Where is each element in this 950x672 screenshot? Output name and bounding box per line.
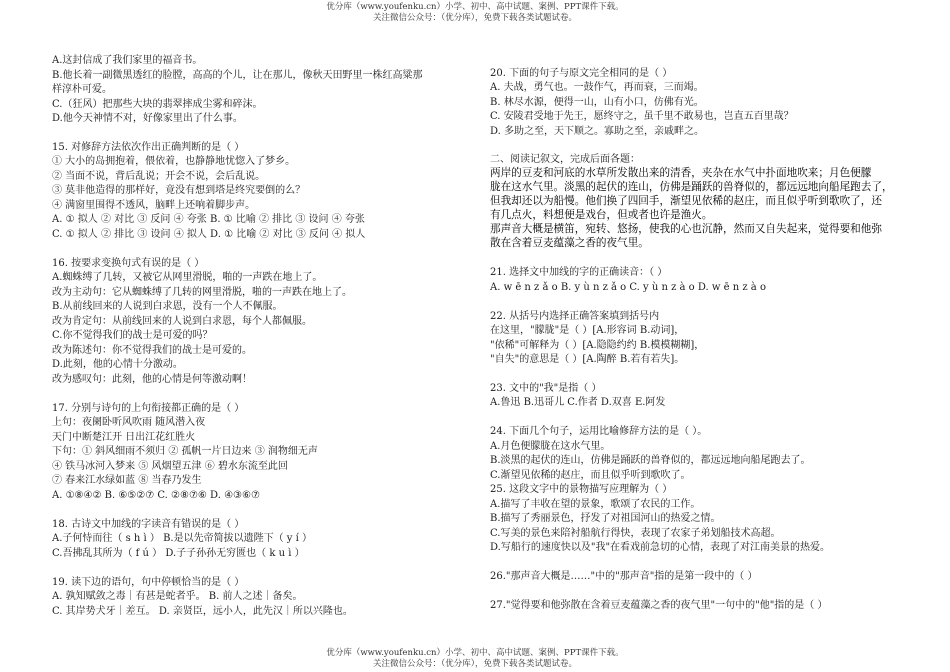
passage-line-1: 两岸的豆麦和河底的水草所发散出来的清香，夹杂在水气中扑面地吹来；月色便朦 [490,167,872,179]
q15-options-ab: A. ① 拟人 ② 对比 ③ 反问 ④ 夸张 B. ① 比喻 ② 排比 ③ 设问 ④ 夸张 [52,214,365,225]
q23-options: A.鲁迅 B.迅哥儿 C.作者 D.双喜 E.阿发 [490,397,666,408]
q22-item-2: "依稀"可解释为（ ）[A.隐隐约约 B.模模糊糊]， [490,340,705,351]
passage-line-5: 那声音大概是横笛，宛转、悠扬，使我的心也沉静，然而又自失起来，觉得要和他弥 [490,223,882,235]
q20-option-b: B. 林尽水源，便得一山，山有小口，仿佛有光。 [490,97,704,108]
q16-option-d-change: 改为感叹句：此刻，他的心情是何等激动啊！ [52,374,252,385]
q20-option-c: C. 安陵君受地于先王，愿终守之，虽千里不敢易也，岂直五百里哉？ [490,111,794,122]
q25-option-b: B.描写了秀丽景色，抒发了对祖国河山的热爱之情。 [490,513,721,524]
q15-stem: 15. 对修辞方法依次作出正确判断的是（ ） [52,142,245,153]
q15-item-3: ③ 莫非他造得的那样好，竟没有想到塔是终究要倒的么？ [52,185,306,196]
q14-option-a: A.这封信成了我们家里的福音书。 [52,55,203,66]
passage-line-4: 有几点火，料想便是戏台，但或者也许是渔火。 [490,209,713,221]
q15-item-4: ④ 满窗里围得不透风，脑畔上还响着脚步声。 [52,200,256,211]
footer-line-1: 优分库（www.youfenku.cn）小学、初中、高中试题、案例、PPT课件下载。 [326,648,624,658]
header-line-2: 关注微信公众号：（优分库），免费下载各类试题试卷。 [372,13,577,23]
q16-option-d: D.此刻，他的心情十分激动。 [52,359,183,370]
q25-option-a: A.描写了丰收在望的景象，歌颂了农民的工作。 [490,499,701,510]
q15-item-1: ① 大小的岛拥抱着，偎依着，也静静地忧惚入了梦乡。 [52,156,296,167]
q24-option-a: A.月色便朦胧在这水气里。 [490,441,611,452]
q14-option-c: C.（狂风）把那些大块的翡翠摔成尘雾和碎沫。 [52,99,263,110]
q19-options-ab: A. 孰知赋敛之毒｜有甚是蛇者乎。 B. 前人之述｜备矣。 [52,591,303,602]
header-line-1: 优分库（www.youfenku.cn）小学、初中、高中试题、案例、PPT课件下载。 [326,2,624,12]
q16-stem: 16. 按要求变换句式有误的是（ ） [52,258,205,269]
q18-options-ab: A.子何恃而往（ s h ì ） B.是以先帝简拔以遗陛下（ y í ） [52,533,312,544]
q17-lower-1: 下句：① 斜风细雨不须归 ② 孤帆一片日边来 ③ 润物细无声 [52,446,318,457]
q16-option-b: B.从前线回来的人说到白求恩，没有一个人不佩服。 [52,301,283,312]
q24-stem: 24. 下面几个句子，运用比喻修辞方法的是（ ）。 [490,426,708,437]
q22-item-1: 在这里，"朦胧"是（ ）[A.形容词 B.动词]， [490,325,685,336]
q21-stem: 21. 选择文中加线的字的正确读音：（ ） [490,267,668,278]
q20-option-a: A. 夫战，勇气也。一鼓作气，再而衰，三而竭。 [490,82,704,93]
q17-upper-2: 天门中断楚江开 日出江花红胜火 [52,432,196,443]
q26-stem: 26."那声音大概是……"中的"那声音"指的是第一段中的（ ） [490,571,758,582]
q16-option-a-change: 改为主动句：它从蜘蛛缚了几转的网里滑脱，啪的一声跌在地上了。 [52,287,352,298]
q14-option-b: B.他长着一副微黑透红的脸膛，高高的个儿，让在那儿，像秋天田野里一株红高粱那 [52,70,423,81]
q17-options: A. ①⑧④② B. ⑥⑤②⑦ C. ②⑧⑦⑥ D. ④③⑥⑦ [52,490,260,501]
q17-upper-1: 上句：夜阑卧听风吹雨 随风潜入夜 [52,417,206,428]
q19-stem: 19. 读下边的语句，句中停顿恰当的是（ ） [52,577,245,588]
q18-stem: 18. 古诗文中加线的字读音有错误的是（ ） [52,519,245,530]
q27-stem: 27."觉得要和他弥散在含着豆麦蕴藻之香的夜气里"一句中的"他"指的是（ ） [490,600,828,611]
q15-options-cd: C. ① 拟人 ② 排比 ③ 设问 ④ 拟人 D. ① 比喻 ② 对比 ③ 反问 ④ 拟人 [52,229,366,240]
q23-stem: 23. 文中的"我"是指（ ） [490,383,602,394]
page-footer [0,648,950,670]
q25-stem: 25. 这段文字中的景物描写应理解为（ ） [490,484,673,495]
q17-lower-2: ④ 铁马冰河入梦来 ⑤ 风烟望五津 ⑥ 碧水东流至此回 [52,461,288,472]
q19-options-cd: C. 其岸势犬牙｜差互。 D. 亲贤臣，远小人，此先汉｜所以兴隆也。 [52,606,353,617]
footer-line-2: 关注微信公众号：（优分库），免费下载各类试题试卷。 [372,659,577,669]
passage-line-6: 散在含着豆麦蕴藻之香的夜气里。 [490,237,649,249]
q20-option-d: D. 多助之至，天下顺之。寡助之至，亲戚畔之。 [490,126,705,137]
q25-option-d: D.写船行的速度快以及"我"在看戏前急切的心情，表现了对江南美景的热爱。 [490,542,831,553]
q18-options-cd: C.吾拂乱其所为（ f ú ） D.子子孙孙无穷匮也（ k u ì ） [52,548,305,559]
passage-line-3: 但我却还以为船慢。他们换了四回手，渐望见依稀的赵庄，而且似乎听到歌吹了，还 [490,195,882,207]
q25-option-c: C.写美的景色来陪衬船航行得快，表现了农家子弟划船技术高超。 [490,528,781,539]
q15-item-2: ② 当面不说，背后乱说；开会不说，会后乱说。 [52,171,266,182]
q20-stem: 20. 下面的句子与原文完全相同的是（ ） [490,68,673,79]
q24-option-c: C.渐望见依稀的赵庄，而且似乎听到歌吹了。 [490,470,691,481]
section-two-heading: 二、阅读记叙文，完成后面各题： [490,154,640,165]
q16-option-a: A.蜘蛛缚了几转，又被它从网里滑脱，啪的一声跌在地上了。 [52,272,323,283]
q16-option-c-change: 改为陈述句：你不觉得我们的战士是可爱的。 [52,345,252,356]
q17-stem: 17. 分别与诗句的上句衔接都正确的是（ ） [52,403,245,414]
q14-option-d: D.他今天神情不对，好像家里出了什么事。 [52,113,243,124]
q16-option-c: C.你不觉得我们的战士是可爱的吗？ [52,330,213,341]
q16-option-b-change: 改为肯定句：从前线回来的人说到白求恩，每个人都佩服。 [52,316,312,327]
q17-lower-3: ⑦ 春来江水绿如蓝 ⑧ 当春乃发生 [52,475,202,486]
q21-options: A. w ē n z ǎ o B. y ù n z ǎ o C. y ù n z à o D. w ē n z à o [490,282,766,293]
passage-line-2: 胧在这水气里。淡黑的起伏的连山，仿佛是踊跃的兽脊似的，都远远地向船尾跑去了， [490,181,893,193]
q22-stem: 22. 从括号内选择正确答案填到括号内 [490,311,660,322]
q22-item-3: "自失"的意思是（ ）[A.陶醉 B.若有若失]。 [490,354,685,365]
q24-option-b: B.淡黑的起伏的连山，仿佛是踊跃的兽脊似的，都远远地向船尾跑去了。 [490,455,811,466]
page-header [0,2,950,24]
q14-option-b-cont: 样淳朴可爱。 [52,84,112,95]
